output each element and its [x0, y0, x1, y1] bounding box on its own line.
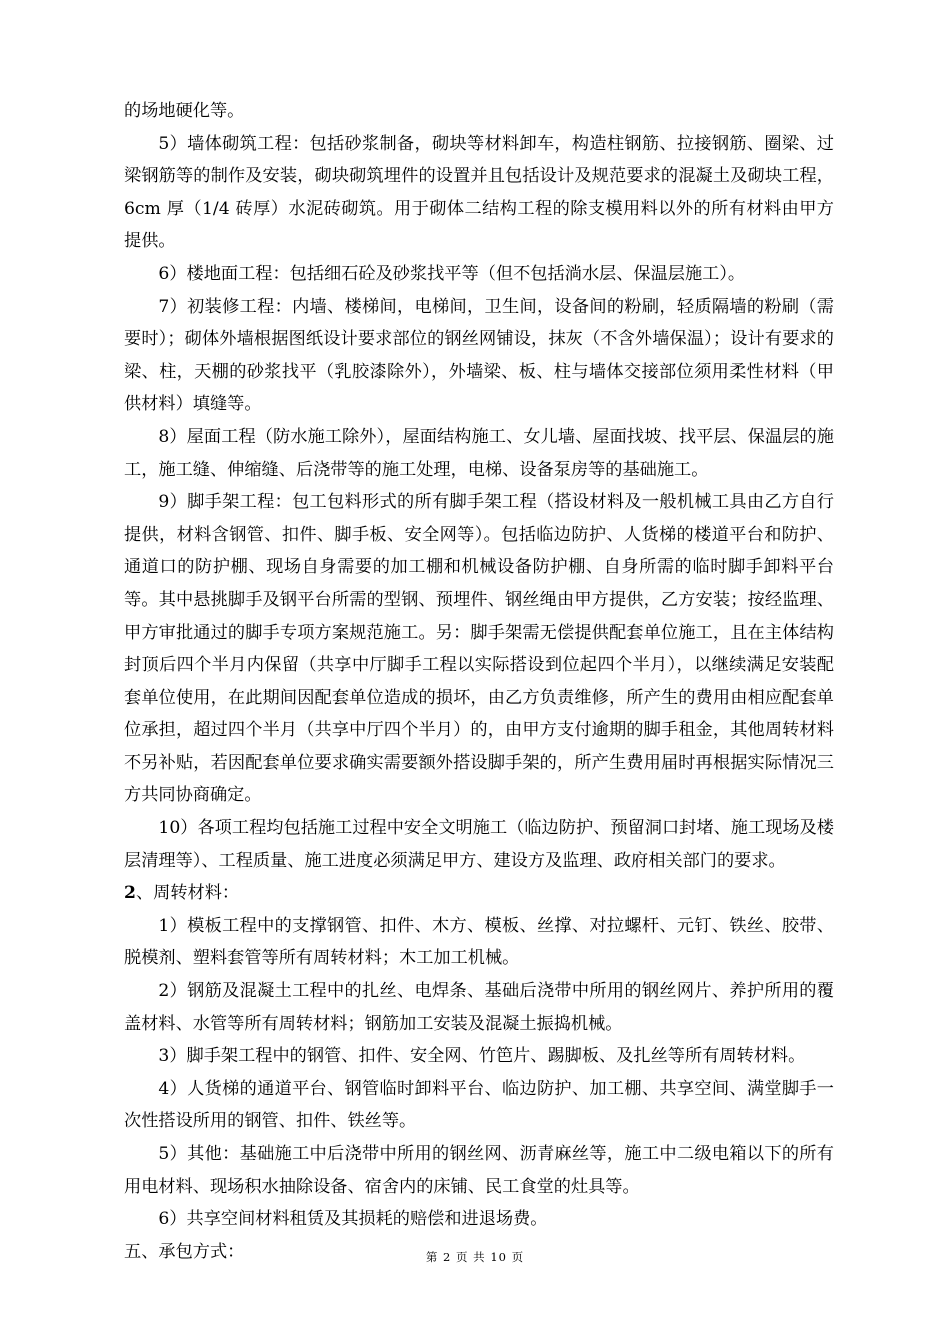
paragraph-material-4: 4）人货梯的通道平台、钢管临时卸料平台、临边防护、加工棚、共享空间、满堂脚手一次性搭设所用的钢管、扣件、铁丝等。 — [124, 1078, 834, 1132]
paragraph-material-2: 2）钢筋及混凝土工程中的扎丝、电焊条、基础后浇带中所用的钢丝网片、养护所用的覆盖材料、水管等所有周转材料；钢筋加工安装及混凝土振捣机械。 — [124, 981, 834, 1034]
section-heading-materials — [124, 877, 834, 910]
paragraph-material-6: 6）共享空间材料租赁及其损耗的赔偿和进退场费。 — [158, 1209, 548, 1230]
paragraph-material-3: 3）脚手架工程中的钢管、扣件、安全网、竹笆片、踢脚板、及扎丝等所有周转材料。 — [158, 1046, 806, 1067]
paragraph-item-10-safety: 10）各项工程均包括施工过程中安全文明施工（临边防护、预留洞口封堵、施工现场及楼层清理等）、工程质量、施工进度必须满足甲方、建设方及监理、政府相关部门的要求。 — [124, 818, 834, 871]
page-number-footer: 第 2 页 共 10 页 — [425, 1250, 525, 1264]
paragraph-item-5-masonry: 5）墙体砌筑工程：包括砂浆制备，砌块等材料卸车，构造柱钢筋、拉接钢筋、圈梁、过梁钢筋等的制作及安装，砌块砌筑埋件的设置并且包括设计及规范要求的混凝土及砌块工程，6cm 厚（1/4 砖厚）水泥砖砌筑。用于砌体二结构工程的除支模用料以外的所有材料由甲方提供。 — [124, 133, 834, 252]
paragraph-material-1: 1）模板工程中的支撑钢管、扣件、木方、模板、丝撑、对拉螺杆、元钉、铁丝、胶带、脱模剂、塑料套管等所有周转材料；木工加工机械。 — [124, 915, 834, 969]
page-body — [124, 95, 834, 1268]
paragraph-continuation: 的场地硬化等。 — [124, 101, 245, 121]
paragraph-item-8-roof: 8）屋面工程（防水施工除外），屋面结构施工、女儿墙、屋面找坡、找平层、保温层的施工，施工缝、伸缩缝、后浇带等的施工处理，电梯、设备泵房等的基础施工。 — [124, 426, 834, 480]
section-number: 2 — [124, 883, 136, 904]
paragraph-item-6-floor: 6）楼地面工程：包括细石砼及砂浆找平等（但不包括淌水层、保温层施工）。 — [158, 263, 746, 284]
paragraph-item-9-scaffold: 9）脚手架工程：包工包料形式的所有脚手架工程（搭设材料及一般机械工具由乙方自行提供，材料含钢管、扣件、脚手板、安全网等）。包括临边防护、人货梯的楼道平台和防护、通道口的防护棚、现场自身需要的加工棚和机械设备防护棚、自身所需的临时脚手卸料平台等。其中悬挑脚手及钢平台所需的型钢、预埋件、钢丝绳由甲方提供，乙方安装；按经监理、甲方审批通过的脚手专项方案规范施工。另：脚手架需无偿提供配套单位施工，且在主体结构封顶后四个半月内保留（共享中厅脚手工程以实际搭设到位起四个半月），以继续满足安装配套单位使用，在此期间因配套单位造成的损坏，由乙方负责维修，所产生的费用由相应配套单位承担，超过四个半月（共享中厅四个半月）的，由甲方支付逾期的脚手租金，其他周转材料不另补贴，若因配套单位要求确实需要额外搭设脚手架的，所产生费用届时再根据实际情况三方共同协商确定。 — [124, 492, 834, 806]
paragraph-item-7-decoration: 7）初装修工程：内墙、楼梯间，电梯间，卫生间，设备间的粉刷，轻质隔墙的粉刷（需要时）；砌体外墙根据图纸设计要求部位的钢丝网铺设，抹灰（不含外墙保温）；设计有要求的梁、柱，天棚的砂浆找平（乳胶漆除外），外墙梁、板、柱与墙体交接部位须用柔性材料（甲供材料）填缝等。 — [124, 296, 834, 415]
section-heading-text: 、周转材料： — [135, 883, 240, 904]
section-heading-contract-method: 五、承包方式： — [124, 1241, 245, 1262]
paragraph-material-5: 5）其他：基础施工中后浇带中所用的钢丝网、沥青麻丝等，施工中二级电箱以下的所有用电材料、现场积水抽除设备、宿舍内的床铺、民工食堂的灶具等。 — [124, 1144, 834, 1197]
